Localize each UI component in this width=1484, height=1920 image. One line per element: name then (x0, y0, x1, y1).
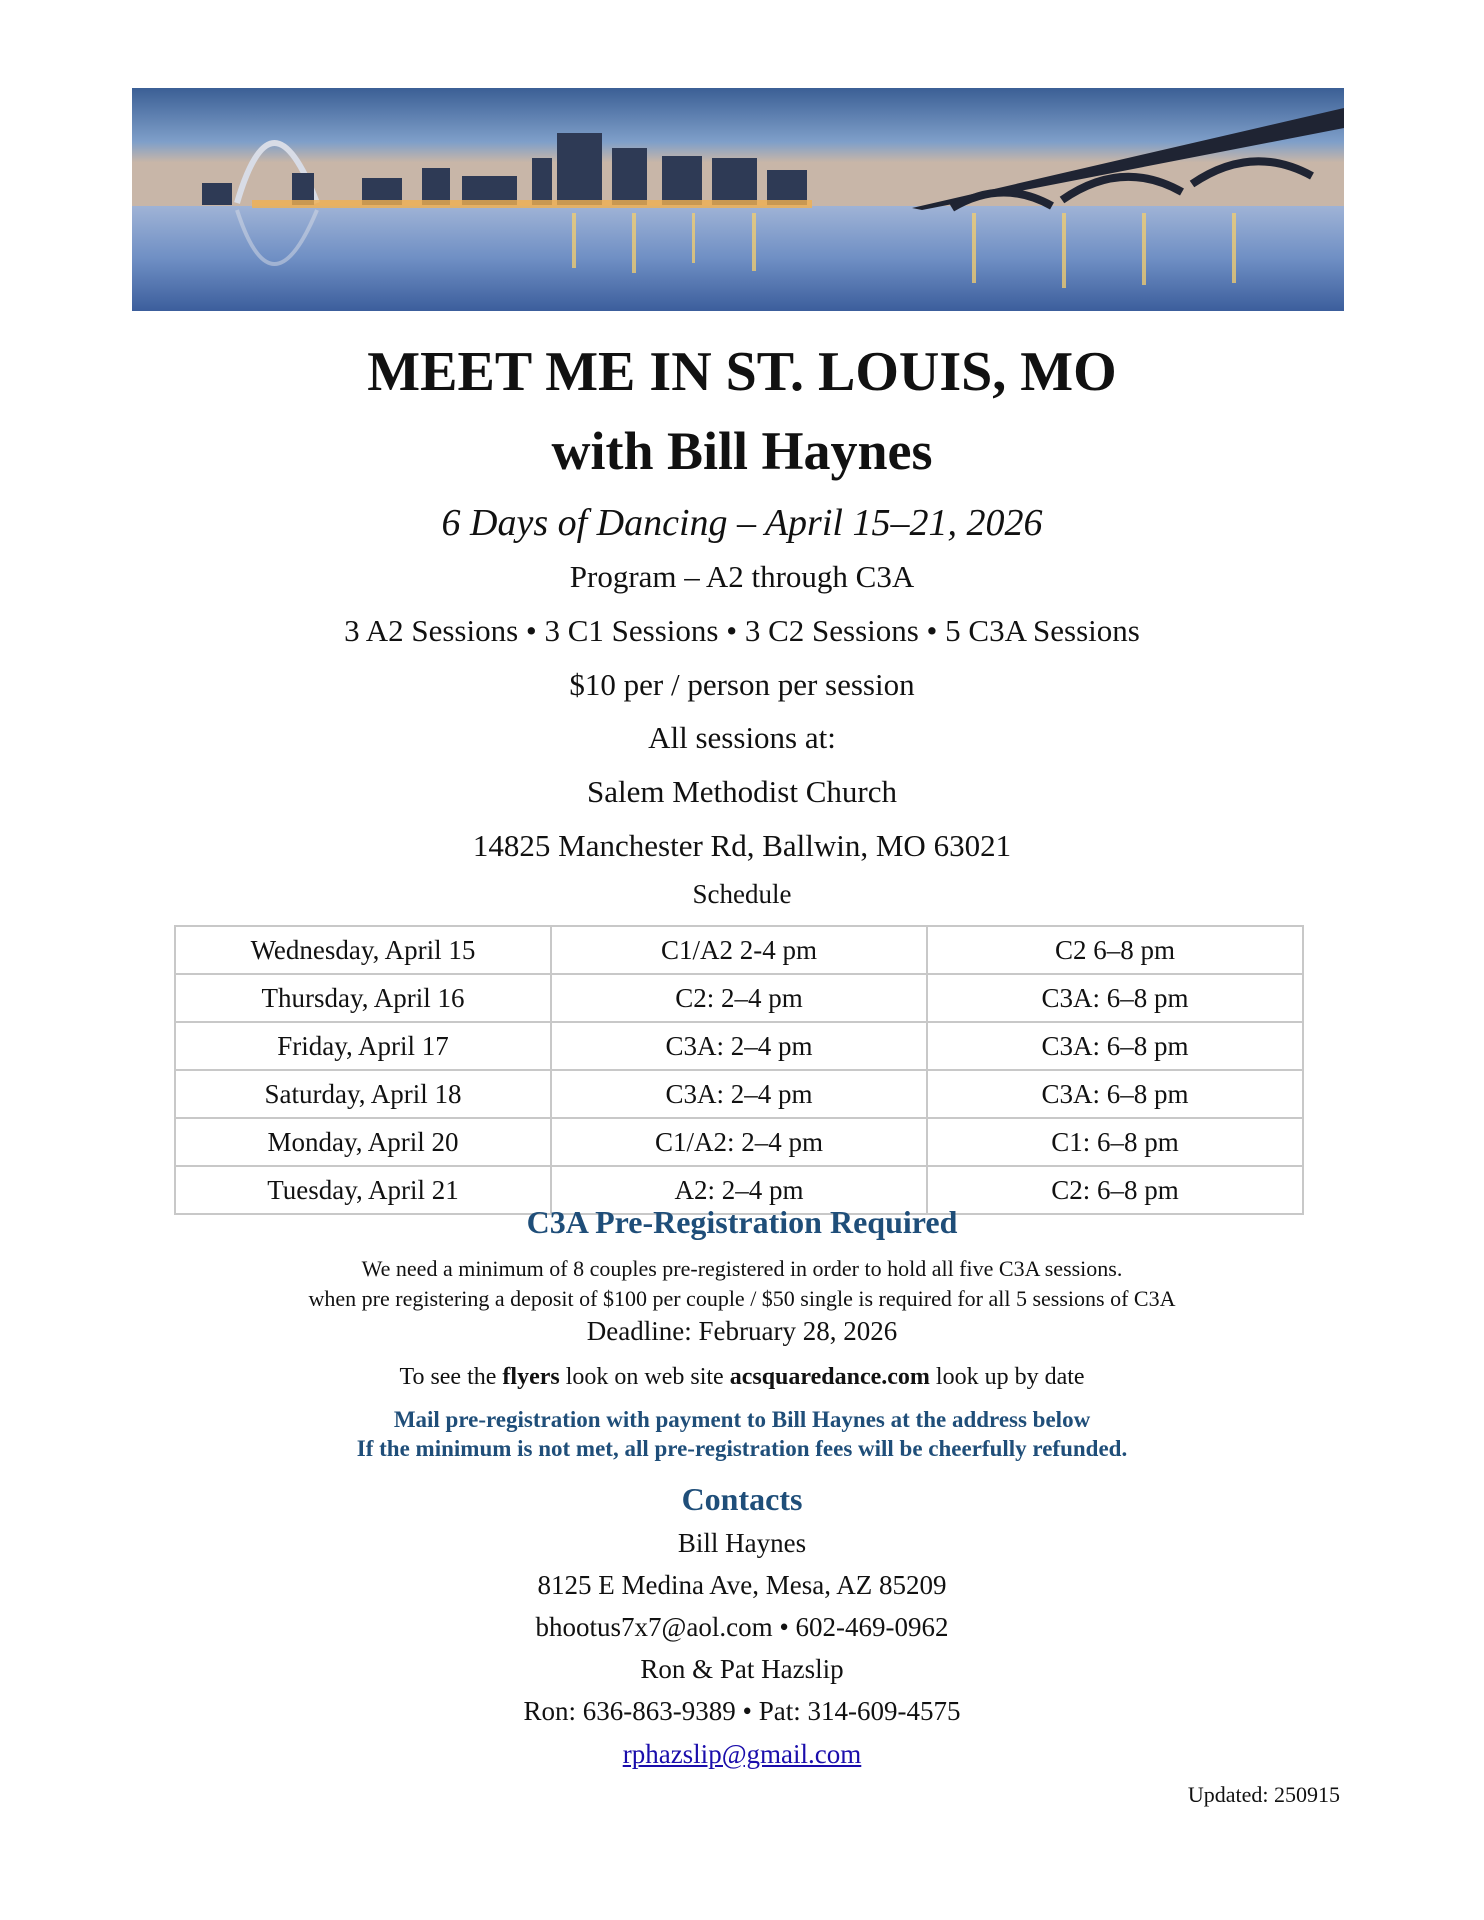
contact-address-bill: 8125 E Medina Ave, Mesa, AZ 85209 (537, 1570, 947, 1600)
c3a-note-minimum: We need a minimum of 8 couples pre-registered in order to hold all five C3A sessions. (361, 1256, 1123, 1281)
schedule-evening: C3A: 6–8 pm (927, 1022, 1303, 1070)
schedule-label: Schedule (692, 879, 792, 909)
schedule-table (174, 925, 1304, 1215)
venue-intro: All sessions at: (648, 720, 836, 755)
c3a-note-deposit: when pre registering a deposit of $100 per couple / $50 single is required for all 5 sessions of C3A (308, 1286, 1176, 1311)
schedule-afternoon: C1/A2 2-4 pm (551, 926, 927, 974)
venue-address: 14825 Manchester Rd, Ballwin, MO 63021 (472, 828, 1012, 863)
schedule-evening: C1: 6–8 pm (927, 1118, 1303, 1166)
contact-email-link[interactable]: rphazslip@gmail.com (622, 1739, 862, 1769)
schedule-afternoon: A2: 2–4 pm (551, 1166, 927, 1214)
sessions-line: 3 A2 Sessions • 3 C1 Sessions • 3 C2 Sessions • 5 C3A Sessions (344, 613, 1140, 648)
page-title: MEET ME IN ST. LOUIS, MO (367, 341, 1117, 403)
contacts-heading: Contacts (681, 1481, 803, 1517)
table-row (175, 926, 1303, 974)
schedule-day: Thursday, April 16 (175, 974, 551, 1022)
table-row (175, 1118, 1303, 1166)
schedule-day: Saturday, April 18 (175, 1070, 551, 1118)
schedule-afternoon: C2: 2–4 pm (551, 974, 927, 1022)
schedule-day: Tuesday, April 21 (175, 1166, 551, 1214)
schedule-day: Wednesday, April 15 (175, 926, 551, 974)
table-row (175, 1022, 1303, 1070)
contact-email-phone-bill: bhootus7x7@aol.com • 602-469-0962 (535, 1612, 949, 1642)
flyers-text-mid: look on web site (559, 1364, 730, 1390)
contact-phones-hazslip: Ron: 636-863-9389 • Pat: 314-609-4575 (523, 1696, 961, 1726)
flyers-text-post: look up by date (929, 1364, 1085, 1390)
table-row (175, 974, 1303, 1022)
contact-name-hazslip: Ron & Pat Hazslip (640, 1654, 844, 1684)
schedule-day: Friday, April 17 (175, 1022, 551, 1070)
updated-date: Updated: 250915 (1187, 1782, 1340, 1807)
contact-name-bill: Bill Haynes (677, 1528, 807, 1558)
schedule-afternoon: C1/A2: 2–4 pm (551, 1118, 927, 1166)
schedule-evening: C2 6–8 pm (927, 926, 1303, 974)
refund-note: If the minimum is not met, all pre-registration fees will be cheerfully refunded. (356, 1436, 1128, 1461)
website-name: acsquaredance.com (729, 1364, 930, 1390)
flyers-text-pre: To see the (399, 1364, 503, 1390)
mail-instructions: Mail pre-registration with payment to Bill Haynes at the address below (393, 1407, 1091, 1432)
contact-email-row (0, 1735, 1484, 1773)
venue-name: Salem Methodist Church (587, 774, 897, 809)
page-subtitle: with Bill Haynes (551, 421, 933, 481)
flyers-bold: flyers (502, 1364, 560, 1390)
schedule-evening: C3A: 6–8 pm (927, 974, 1303, 1022)
st-louis-skyline-image (132, 88, 1344, 311)
schedule-afternoon: C3A: 2–4 pm (551, 1022, 927, 1070)
schedule-day: Monday, April 20 (175, 1118, 551, 1166)
flyers-note (0, 1360, 1484, 1394)
program-line: Program – A2 through C3A (569, 559, 915, 594)
table-row (175, 1070, 1303, 1118)
schedule-evening: C3A: 6–8 pm (927, 1070, 1303, 1118)
schedule-evening: C2: 6–8 pm (927, 1166, 1303, 1214)
deadline: Deadline: February 28, 2026 (586, 1316, 898, 1346)
c3a-heading: C3A Pre-Registration Required (526, 1204, 958, 1240)
schedule-afternoon: C3A: 2–4 pm (551, 1070, 927, 1118)
event-dates: 6 Days of Dancing – April 15–21, 2026 (441, 502, 1043, 544)
price-line: $10 per / person per session (569, 667, 915, 702)
